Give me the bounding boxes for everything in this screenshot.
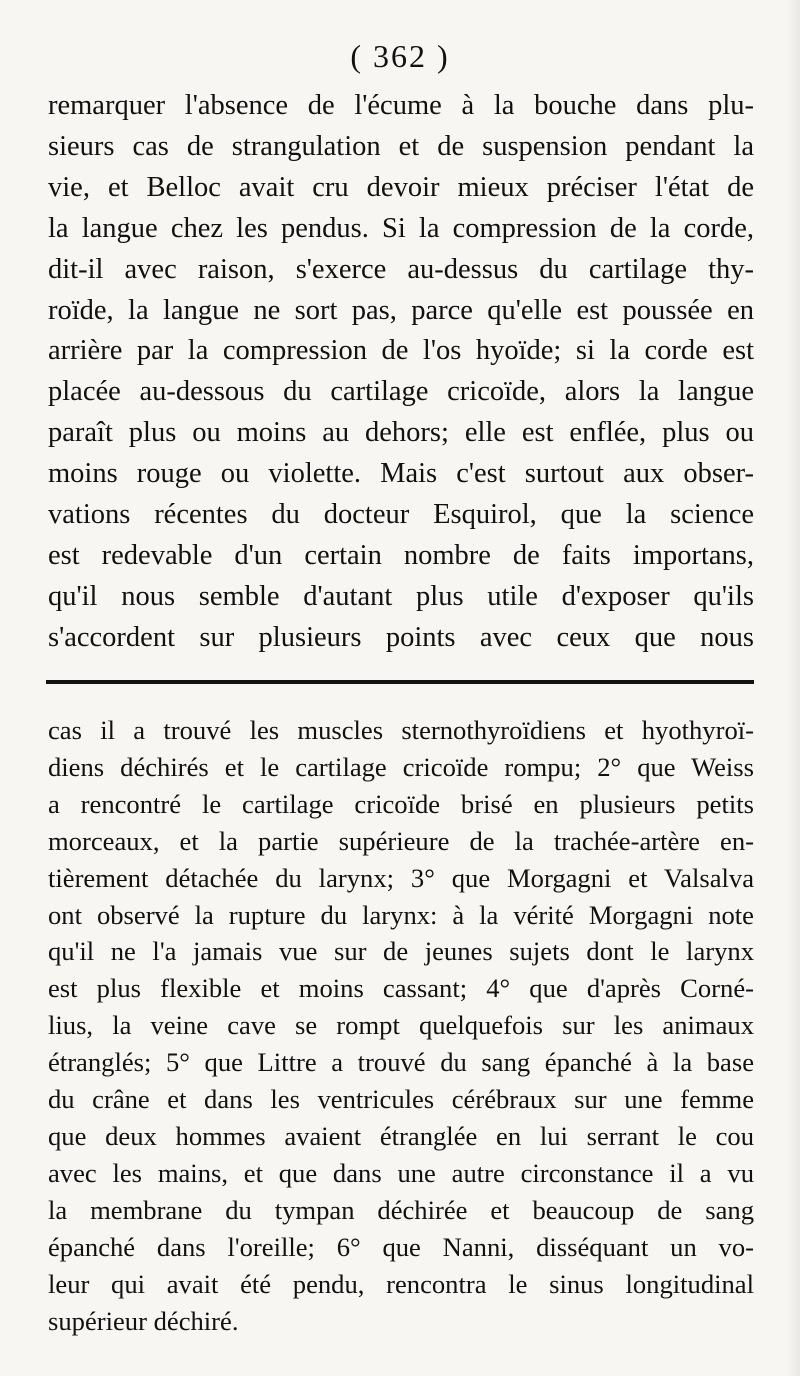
text-line: s'accordent sur plusieurs points avec ceux que nous <box>48 621 754 653</box>
text-line: roïde, la langue ne sort pas, parce qu'elle est poussée en <box>48 294 754 326</box>
text-line: la langue chez les pendus. Si la compression de la corde, <box>48 212 754 244</box>
footnote-divider <box>46 680 754 684</box>
footnote-line: supérieur déchiré. <box>48 1305 239 1336</box>
footnote-line: la membrane du tympan déchirée et beaucoup de sang <box>48 1194 754 1225</box>
text-line: vations récentes du docteur Esquirol, que la science <box>48 499 754 531</box>
footnote-line: leur qui avait été pendu, rencontra le sinus longitudinal <box>48 1268 754 1299</box>
footnote-line: tièrement détachée du larynx; 3° que Morgagni et Valsalva <box>48 862 754 893</box>
footnote-line: que deux hommes avaient étranglée en lui serrant le cou <box>48 1120 754 1151</box>
footnote-line: ont observé la rupture du larynx: à la vérité Morgagni note <box>48 899 754 930</box>
footnote-line: étranglés; 5° que Littre a trouvé du sang épanché à la base <box>48 1047 754 1078</box>
footnote-line: lius, la veine cave se rompt quelquefois sur les animaux <box>48 1010 754 1041</box>
text-line: placée au-dessous du cartilage cricoïde, alors la langue <box>48 376 754 408</box>
main-text-block <box>48 86 754 659</box>
text-line: sieurs cas de strangulation et de suspension pendant la <box>48 130 754 162</box>
text-line: qu'il nous semble d'autant plus utile d'exposer qu'ils <box>48 580 754 612</box>
page-number: ( 362 ) <box>350 38 450 74</box>
text-line: vie, et Belloc avait cru devoir mieux préciser l'état de <box>48 171 754 203</box>
text-line: est redevable d'un certain nombre de faits importans, <box>48 539 754 571</box>
footnote-line: morceaux, et la partie supérieure de la trachée-artère en- <box>48 825 754 856</box>
text-line: moins rouge ou violette. Mais c'est surtout aux obser- <box>48 458 754 490</box>
text-line: arrière par la compression de l'os hyoïde; si la corde est <box>48 335 754 367</box>
footnote-line: est plus flexible et moins cassant; 4° que d'après Corné- <box>48 973 754 1004</box>
footnote-line: avec les mains, et que dans une autre circonstance il a vu <box>48 1157 754 1188</box>
page-edge-shadow <box>786 0 800 1376</box>
text-line: remarquer l'absence de l'écume à la bouche dans plu- <box>48 90 754 121</box>
footnote-block <box>48 712 754 1339</box>
footnote-line: qu'il ne l'a jamais vue sur de jeunes sujets dont le larynx <box>48 936 754 967</box>
text-line: paraît plus ou moins au dehors; elle est enflée, plus ou <box>48 417 754 449</box>
footnote-line: diens déchirés et le cartilage cricoïde rompu; 2° que Weiss <box>48 751 754 782</box>
footnote-line: a rencontré le cartilage cricoïde brisé en plusieurs petits <box>48 788 754 819</box>
text-line: dit-il avec raison, s'exerce au-dessus du cartilage thy- <box>48 253 754 285</box>
footnote-line: épanché dans l'oreille; 6° que Nanni, disséquant un vo- <box>48 1231 754 1262</box>
footnote-line: du crâne et dans les ventricules cérébraux sur une femme <box>48 1084 754 1115</box>
footnote-line: cas il a trouvé les muscles sternothyroïdiens et hyothyroï- <box>48 715 754 745</box>
